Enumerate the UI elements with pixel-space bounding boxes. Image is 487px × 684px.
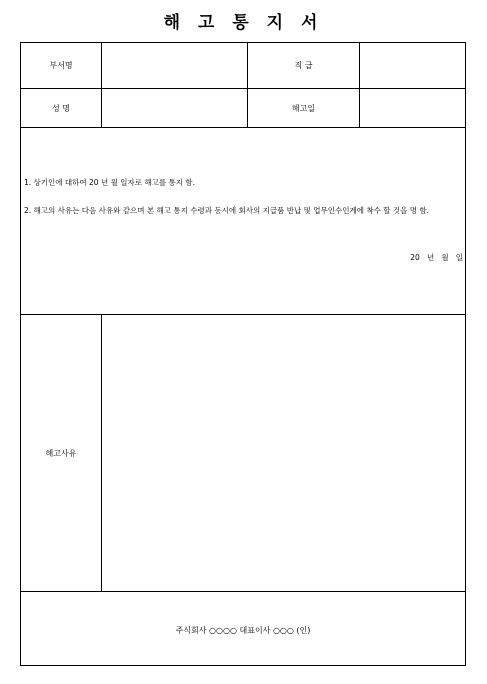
dismissal-notice-form <box>20 42 466 666</box>
name-label: 성 명 <box>21 89 102 127</box>
name-row <box>21 89 465 128</box>
position-label: 직 급 <box>248 43 360 88</box>
reason-section <box>21 315 465 592</box>
notice-line-2: 2. 해고의 사유는 다음 사유와 같으며 본 해고 통지 수령과 동시에 회사의 지급품 반납 및 업무인수인계에 착수 할 것을 명 함. <box>24 206 429 215</box>
department-field[interactable] <box>102 43 248 88</box>
dismissal-date-field[interactable] <box>360 89 467 127</box>
reason-label: 해고사유 <box>21 315 102 591</box>
department-row <box>21 43 465 89</box>
document-title: 해 고 통 지 서 <box>163 13 324 33</box>
company-signature: 주식회사 ○○○○ 대표이사 ○○○ (인) <box>175 626 311 635</box>
department-label: 부서명 <box>21 43 102 88</box>
dismissal-date-label: 해고일 <box>248 89 360 127</box>
position-field[interactable] <box>360 43 467 88</box>
notice-date: 20 년 월 일 <box>410 253 463 262</box>
notice-section <box>21 128 465 315</box>
notice-line-1: 1. 상기인에 대하여 20 년 월 일자로 해고를 통지 함. <box>24 178 195 187</box>
reason-field[interactable] <box>102 315 467 591</box>
name-field[interactable] <box>102 89 248 127</box>
